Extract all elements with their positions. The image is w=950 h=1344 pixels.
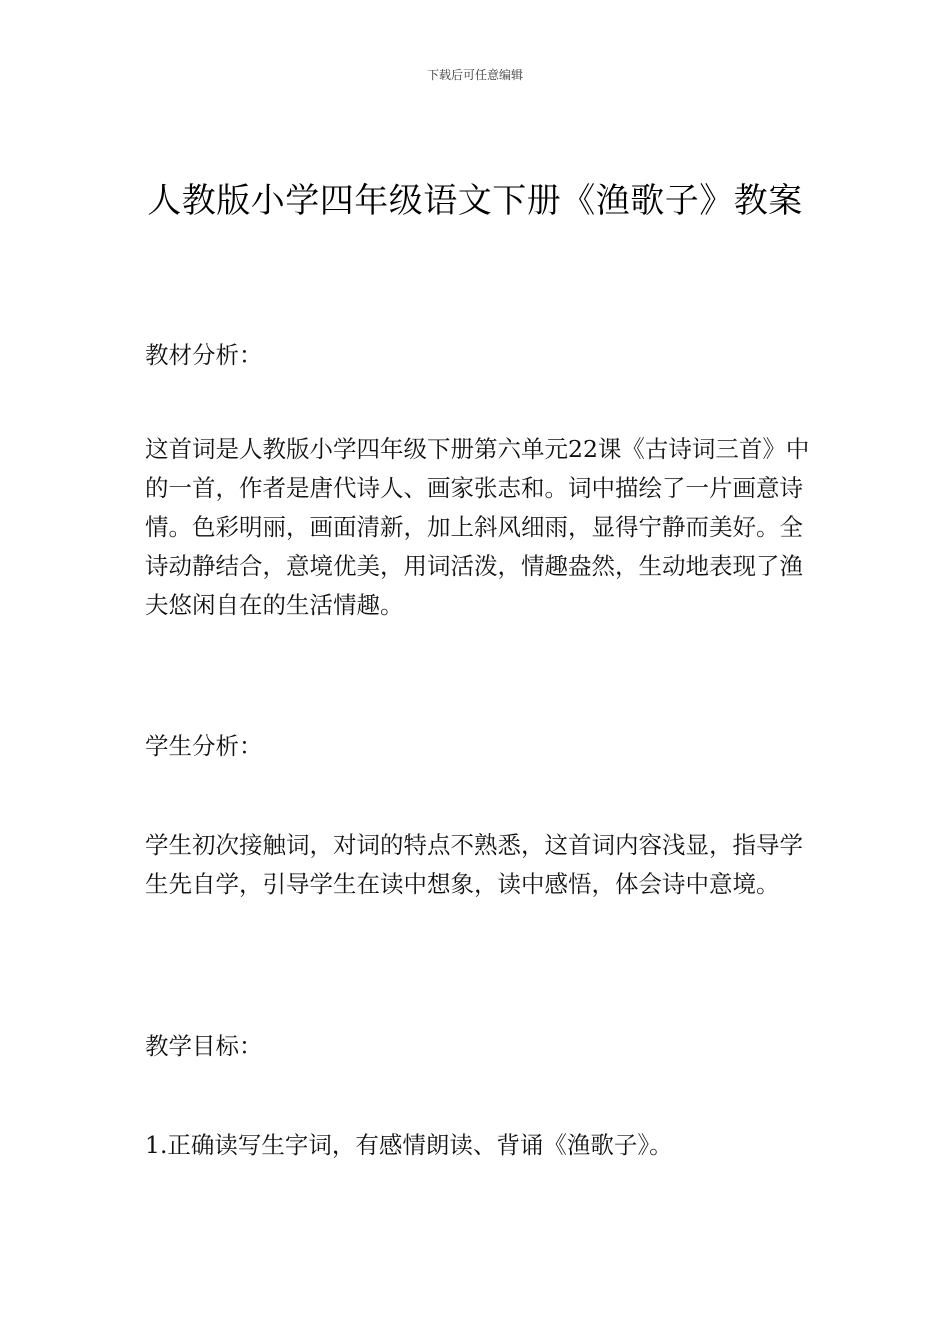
paragraph-students: 学生初次接触词，对词的特点不熟悉，这首词内容浅显，指导学生先自学，引导学生在读中想象，读中感悟，体会诗中意境。 — [145, 831, 803, 898]
page-header-note: 下载后可任意编辑 — [426, 68, 523, 82]
section-heading-students: 学生分析： — [145, 732, 263, 760]
section-heading-objectives: 教学目标： — [145, 1032, 263, 1060]
objective-item-1: 1.正确读写生字词，有感情朗读、背诵《渔歌子》。 — [145, 1131, 673, 1159]
paragraph-materials: 这首词是人教版小学四年级下册第六单元22课《古诗词三首》中的一首，作者是唐代诗人、画家张志和。词中描绘了一片画意诗情。色彩明丽，画面清新，加上斜风细雨，显得宁静而美好。全诗动静结合，意境优美，用词活泼，情趣盎然，生动地表现了渔夫悠闲自在的生活情趣。 — [145, 435, 810, 619]
document-title: 人教版小学四年级语文下册《渔歌子》教案 — [147, 181, 803, 221]
section-heading-materials: 教材分析： — [145, 341, 263, 369]
